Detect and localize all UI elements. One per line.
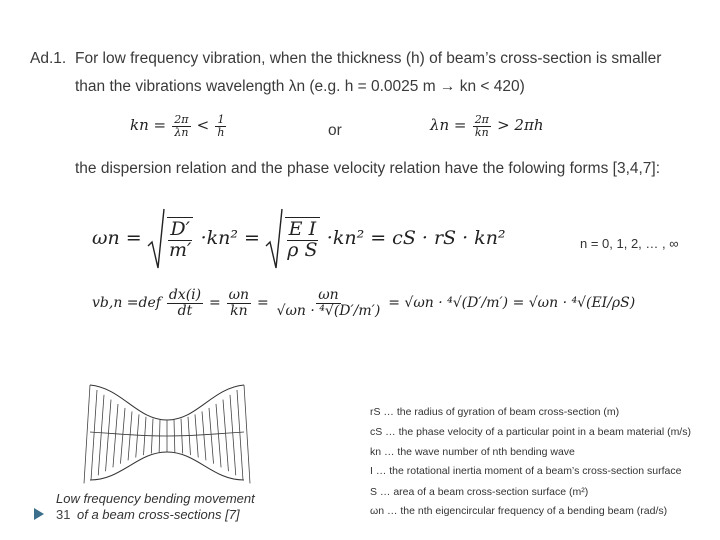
velocity-frac-1-den: dt [177,302,193,319]
dispersion-text: the dispersion relation and the phase velocity relation have the folowing forms [3,4,7]: [75,160,661,177]
cross-section-line [174,420,175,453]
cross-section-line [98,395,104,475]
omega-mid-2: ·kn² = cS · rS · kn² [326,227,506,250]
omega-root-1 [147,208,195,270]
cross-section-line [106,400,111,472]
eq1-rden: h [217,125,225,139]
cross-section-line [188,417,190,455]
eq2-lhs: λn = [430,116,467,135]
eq2-num: 2π [474,113,489,126]
velocity-frac-1 [167,288,203,318]
cross-section-line [91,390,97,479]
omega-root-2-den: ρ S [287,239,318,261]
eq1-frac [172,114,190,138]
velocity-eq-2: = [256,294,269,311]
velocity-frac-3 [275,288,383,318]
omega-root-2 [265,208,321,270]
slide-bullet-icon [32,507,46,521]
omega-lhs: ωn = [92,227,142,250]
cross-section-line [202,411,206,460]
eq2-rhs: > 2πh [497,116,544,135]
condition-or: or [328,122,342,139]
velocity-frac-2 [227,288,251,318]
omega-root-1-frac [167,217,193,261]
velocity-equation [92,288,635,318]
legend-rs: rS … the radius of gyration of beam cross-section (m) [370,406,620,418]
heading-line-1: For low frequency vibration, when the thickness (h) of beam’s cross-section is smaller [75,50,662,67]
heading-line-2: than the vibrations wavelength λn (e.g. h = 0.0025 m → kn < 420) [75,78,525,95]
legend-kn: kn … the wave number of nth bending wave [370,446,575,458]
heading-label: Ad.1. [30,50,67,67]
omega-mid-1: ·kn² = [200,227,260,250]
cross-section-line [120,408,125,464]
eq1-rfrac [215,114,226,138]
eq2-frac [473,114,491,138]
condition-kn [130,114,229,138]
cross-section-line [113,404,118,467]
velocity-eq-1: = [209,294,221,311]
eq1-den: λn [174,125,189,139]
velocity-eq-3: = √ωn · ⁴√(D′/m′) = √ωn · ⁴√(EI/ρS) [388,294,636,311]
cross-section-line [159,420,160,453]
cross-section-line [136,414,139,457]
eq1-rnum: 1 [217,113,225,126]
figure-caption-line-2: of a beam cross-sections [7] [77,507,240,522]
cross-section-line [237,390,243,479]
figure-caption-line-1: Low frequency bending movement [56,491,255,506]
cross-section-line [84,385,90,483]
omega-root-2-frac [285,217,319,261]
eq1-num: 2π [174,113,189,126]
eq1-rel: < [196,116,210,135]
velocity-lhs: vb,n =def [92,294,161,311]
eq1-lhs: kn = [130,116,167,135]
velocity-frac-3-num: ωn [318,287,339,303]
omega-equation [92,208,506,270]
velocity-frac-3-den: √ωn · ⁴√(D′/m′) [276,302,381,319]
radical-sign [147,208,165,270]
eq2-den: kn [474,125,489,139]
cross-section-line [216,404,221,467]
omega-root-1-den: m′ [168,239,192,261]
cross-section-line [223,400,228,472]
cross-section-line [128,411,132,460]
n-range: n = 0, 1, 2, … , ∞ [580,236,679,251]
velocity-frac-2-num: ωn [228,287,250,303]
condition-lambda [430,114,544,138]
legend-s: S … area of a beam cross-section surface (m²) [370,486,589,498]
omega-root-2-num: E I [288,218,317,241]
slide-number: 31 [56,507,71,522]
cross-section-line [209,408,214,464]
cross-section-line [230,395,236,475]
legend-i: I … the rotational inertia moment of a beam’s cross-section surface [370,465,682,477]
cross-section-line [195,414,198,457]
cross-section-line [244,385,250,483]
velocity-frac-1-num: dx(i) [168,287,202,303]
legend-omega: ωn … the nth eigencircular frequency of a bending beam (rad/s) [370,505,668,517]
legend-cs: cS … the phase velocity of a particular point in a beam material (m/s) [370,426,691,438]
velocity-frac-2-den: kn [230,302,248,319]
beam-bending-figure [82,380,252,488]
radical-sign [265,208,283,270]
cross-section-line [144,417,146,455]
omega-root-1-num: D′ [170,218,190,241]
